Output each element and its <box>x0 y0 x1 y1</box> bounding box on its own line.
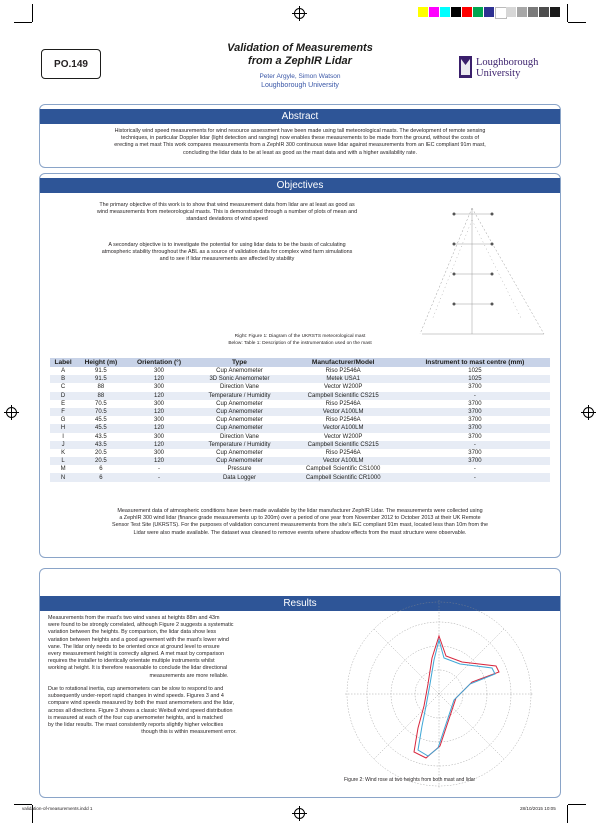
table-header-cell: Orientation (°) <box>126 358 193 367</box>
table-header-cell: Label <box>50 358 76 367</box>
table-cell: - <box>126 473 193 481</box>
table-cell: 120 <box>126 375 193 383</box>
table-cell: 3700 <box>400 433 550 441</box>
table-cell: 300 <box>126 433 193 441</box>
table-cell: 70.5 <box>76 408 125 416</box>
wind-rose-figure <box>344 596 534 792</box>
paragraph-line: Measurements from the mast's two wind vanes at heights 88m and 43m <box>48 615 220 621</box>
table-cell: Temperature / Humidity <box>192 392 286 400</box>
table-cell: 300 <box>126 449 193 457</box>
table-cell: Campbell Scientific CS215 <box>287 441 400 449</box>
table-cell: 43.5 <box>76 441 125 449</box>
table-cell: 1025 <box>400 367 550 375</box>
table-cell: G <box>50 416 76 424</box>
objectives-line: atmospheric stability throughout the ABL as a source of validation data for complex wind farm simulations <box>101 249 353 256</box>
table-row <box>50 473 550 481</box>
table-cell: A <box>50 367 76 375</box>
table-cell: 20.5 <box>76 449 125 457</box>
table-row <box>50 375 550 383</box>
table-row <box>50 424 550 432</box>
table-cell: 120 <box>126 424 193 432</box>
table-cell: - <box>400 392 550 400</box>
paragraph-line: every measurement height is correctly aligned. A met mast by comparison <box>48 651 225 658</box>
table-cell: 91.5 <box>76 367 125 375</box>
table-row <box>50 367 550 375</box>
table-cell: 300 <box>126 383 193 391</box>
paragraph-line: measurements are more reliable. <box>149 672 229 679</box>
mast-diagram <box>412 200 552 340</box>
table-cell: F <box>50 408 76 416</box>
table-cell: Direction Vane <box>192 383 286 391</box>
paragraph-line: were found to be strongly correlated, although Figure 2 suggests a systematic <box>48 622 234 629</box>
table-row <box>50 457 550 465</box>
table-cell: 88 <box>76 383 125 391</box>
crop-mark <box>14 22 32 23</box>
title-line-1: Validation of Measurements <box>227 42 373 54</box>
objectives-line: wind measurements from meteorological masts. This is demonstrated through a number of plots of mean and <box>96 209 358 216</box>
table-body <box>50 367 550 482</box>
objectives-paragraph-1 <box>48 202 406 224</box>
paragraph-line: is measured at each of the four cup anemometer heights, and is matched <box>48 714 223 721</box>
table-cell: 45.5 <box>76 424 125 432</box>
table-cell: 6 <box>76 473 125 481</box>
paragraph-line: compare wind speeds measured by both the mast anemometers and the lidar, <box>48 700 235 707</box>
table-cell: Campbell Scientific CS1000 <box>287 465 400 473</box>
table-cell: Vector W200P <box>287 383 400 391</box>
poster-id: PO.149 <box>41 49 101 79</box>
paragraph-line: subsequently under-report rapid changes in wind speeds. Figures 3 and 4 <box>48 693 224 700</box>
table-cell: J <box>50 441 76 449</box>
objectives-line: and to see if lidar measurements are affected by stability <box>159 256 295 263</box>
paragraph-line: working at height. It is therefore reasonable to conclude the lidar directional <box>48 665 228 672</box>
paragraph-line: variation between the heights. By comparison, the lidar data show less <box>48 629 217 636</box>
affiliation: Loughborough University <box>261 82 339 89</box>
paragraph-line: variation between heights and a good agreement with the mast's lower wind <box>48 636 229 643</box>
table-row <box>50 449 550 457</box>
abstract-line: erecting a met mast This work compares measurements from a ZephIR 300 continuous wave lidar against measurements from an IEC compliant 91m mast, <box>114 142 486 149</box>
table-cell: - <box>126 465 193 473</box>
table-cell: 120 <box>126 441 193 449</box>
paragraph-line: Measurement data of atmospheric conditions have been made available by the lidar manufacturer ZephIR Lidar. The measurements were collected using <box>117 508 483 514</box>
objectives-heading: Objectives <box>40 178 560 193</box>
table-cell: 45.5 <box>76 416 125 424</box>
table-cell: C <box>50 383 76 391</box>
table-cell: D <box>50 392 76 400</box>
authors: Peter Argyle, Simon Watson <box>259 73 341 80</box>
table-cell: Vector A100LM <box>287 457 400 465</box>
abstract-text <box>48 128 552 157</box>
table-row <box>50 400 550 408</box>
table-cell: Campbell Scientific CS215 <box>287 392 400 400</box>
paragraph-line: Lidar were also made available. The dataset was cleaned to remove events where shadow effects from the mast structure were observable. <box>133 529 467 536</box>
crop-mark <box>14 804 32 805</box>
paragraph-line: requires the installer to identically orientate multiple instruments whilst <box>48 658 215 665</box>
table-cell: Riso P2546A <box>287 449 400 457</box>
logo-line-1: Loughborough <box>476 57 539 68</box>
logo-line-2: University <box>476 68 521 79</box>
color-swatch <box>484 7 494 17</box>
table-row <box>50 465 550 473</box>
color-swatch <box>418 7 428 17</box>
table-cell: Cup Anemometer <box>192 400 286 408</box>
table-cell: 3700 <box>400 408 550 416</box>
table-cell: Vector W200P <box>287 433 400 441</box>
table-cell: Riso P2546A <box>287 400 400 408</box>
paragraph-line: Sensor Test Site (UKRSTS). For the purposes of validation concurrent measurements from the site's IEC compliant 91m mast, located less than 10m from the <box>111 522 489 529</box>
table-cell: B <box>50 375 76 383</box>
table-cell: 3700 <box>400 383 550 391</box>
results-paragraph-1 <box>48 615 330 680</box>
color-swatch <box>429 7 439 17</box>
color-swatch <box>473 7 483 17</box>
table-cell: Riso P2546A <box>287 416 400 424</box>
table-cell: Direction Vane <box>192 433 286 441</box>
registration-mark-icon <box>294 8 305 19</box>
color-swatch <box>440 7 450 17</box>
table-cell: 91.5 <box>76 375 125 383</box>
table-cell: - <box>400 465 550 473</box>
table-1-caption: Below: Table 1: Description of the instrumentation used on the mast <box>228 341 372 346</box>
table-cell: Temperature / Humidity <box>192 441 286 449</box>
table-cell: Data Logger <box>192 473 286 481</box>
table-row <box>50 383 550 391</box>
table-cell: 120 <box>126 457 193 465</box>
table-header-cell: Height (m) <box>76 358 125 367</box>
table-row <box>50 433 550 441</box>
crop-mark <box>567 805 568 823</box>
table-cell: 88 <box>76 392 125 400</box>
table-cell: E <box>50 400 76 408</box>
table-cell: Cup Anemometer <box>192 416 286 424</box>
table-cell: - <box>400 441 550 449</box>
paragraph-line: though this is within measurement error. <box>141 729 237 736</box>
table-header-cell: Manufacturer/Model <box>287 358 400 367</box>
table-cell: 3D Sonic Anemometer <box>192 375 286 383</box>
table-cell: 3700 <box>400 449 550 457</box>
table-header-cell: Type <box>192 358 286 367</box>
paragraph-line: by the lidar results. The mast consistently reports slightly higher velocities <box>48 722 224 729</box>
crop-mark <box>567 4 568 22</box>
objectives-line: The primary objective of this work is to show that wind measurement data from lidar are at least as good as <box>99 202 355 208</box>
title-line-2: from a ZephIR Lidar <box>248 55 352 67</box>
paragraph-line: a ZephIR 300 wind lidar (finance grade measurements up to 200m) over a period of one year from November 2012 to October 2013 at their UK Remote <box>119 515 481 522</box>
table-cell: 3700 <box>400 400 550 408</box>
table-row <box>50 408 550 416</box>
color-swatch <box>517 7 527 17</box>
table-cell: M <box>50 465 76 473</box>
footer-filename: validation-of-measurements.indd 1 <box>22 806 93 811</box>
table-cell: N <box>50 473 76 481</box>
paragraph-line: across all directions. Figure 3 shows a classic Weibull wind speed distribution <box>48 707 233 714</box>
table-cell: 300 <box>126 416 193 424</box>
table-cell: I <box>50 433 76 441</box>
registration-mark-icon <box>583 407 594 418</box>
table-cell: 300 <box>126 400 193 408</box>
table-cell: - <box>400 473 550 481</box>
table-cell: Riso P2546A <box>287 367 400 375</box>
table-cell: 43.5 <box>76 433 125 441</box>
table-cell: Vector A100LM <box>287 408 400 416</box>
color-swatch <box>539 7 549 17</box>
crop-mark <box>568 804 586 805</box>
registration-mark-icon <box>294 808 305 819</box>
table-cell: Cup Anemometer <box>192 367 286 375</box>
table-cell: 120 <box>126 392 193 400</box>
table-cell: Vector A100LM <box>287 424 400 432</box>
table-cell: 3700 <box>400 424 550 432</box>
abstract-line: techniques, in particular Doppler lidar (light detection and ranging) now enables these measurements to be made from the ground, without the costs of <box>120 135 480 142</box>
table-cell: Cup Anemometer <box>192 424 286 432</box>
table-cell: 3700 <box>400 457 550 465</box>
table-cell: 1025 <box>400 375 550 383</box>
table-cell: 20.5 <box>76 457 125 465</box>
table-cell: K <box>50 449 76 457</box>
table-cell: Pressure <box>192 465 286 473</box>
table-cell: 120 <box>126 408 193 416</box>
crop-mark <box>32 4 33 22</box>
table-cell: 6 <box>76 465 125 473</box>
table-cell: Campbell Scientific CR1000 <box>287 473 400 481</box>
abstract-heading: Abstract <box>40 109 560 124</box>
paragraph-line: vane. The lidar only needs to be oriented once at ground level to ensure <box>48 643 220 650</box>
color-swatch <box>451 7 461 17</box>
figure-1-caption: Right: Figure 1: Diagram of the UKRSTS meteorological mast <box>234 334 366 339</box>
footer-date: 28/10/2015 10:05 <box>520 806 556 811</box>
color-swatch <box>550 7 560 17</box>
table-cell: Cup Anemometer <box>192 457 286 465</box>
measurement-paragraph <box>46 508 554 537</box>
table-header-row <box>50 358 550 367</box>
table-cell: 300 <box>126 367 193 375</box>
abstract-line: concluding the lidar data to be at least as good as the mast data and with a higher availability rate. <box>182 149 418 156</box>
objectives-line: A secondary objective is to investigate the potential for using lidar data to be the basis of calculating <box>108 242 346 248</box>
objectives-paragraph-2 <box>48 242 406 264</box>
color-swatch <box>506 7 516 17</box>
table-row <box>50 416 550 424</box>
objectives-line: standard deviations of wind speed <box>186 216 268 223</box>
table-row <box>50 392 550 400</box>
table-cell: L <box>50 457 76 465</box>
table-cell: 3700 <box>400 416 550 424</box>
table-cell: H <box>50 424 76 432</box>
color-swatch <box>528 7 538 17</box>
table-cell: Metek USA1 <box>287 375 400 383</box>
table-cell: Cup Anemometer <box>192 449 286 457</box>
university-logo-icon <box>459 56 472 78</box>
registration-mark-icon <box>6 407 17 418</box>
table-row <box>50 441 550 449</box>
instrumentation-table <box>50 358 550 482</box>
results-heading: Results <box>40 596 560 611</box>
crop-mark <box>568 22 586 23</box>
color-swatch <box>462 7 472 17</box>
table-cell: Cup Anemometer <box>192 408 286 416</box>
paragraph-line: Due to rotational inertia, cup anemometers can be slow to respond to and <box>48 686 224 692</box>
table-cell: 70.5 <box>76 400 125 408</box>
figure-2-caption: Figure 2: Wind rose at two heights from both mast and lidar <box>344 777 476 783</box>
abstract-line: Historically wind speed measurements for wind resource assessment have been made using tall meteorological masts. The development of remote sensing <box>114 128 486 134</box>
table-header-cell: Instrument to mast centre (mm) <box>400 358 550 367</box>
results-paragraph-2 <box>48 686 330 736</box>
